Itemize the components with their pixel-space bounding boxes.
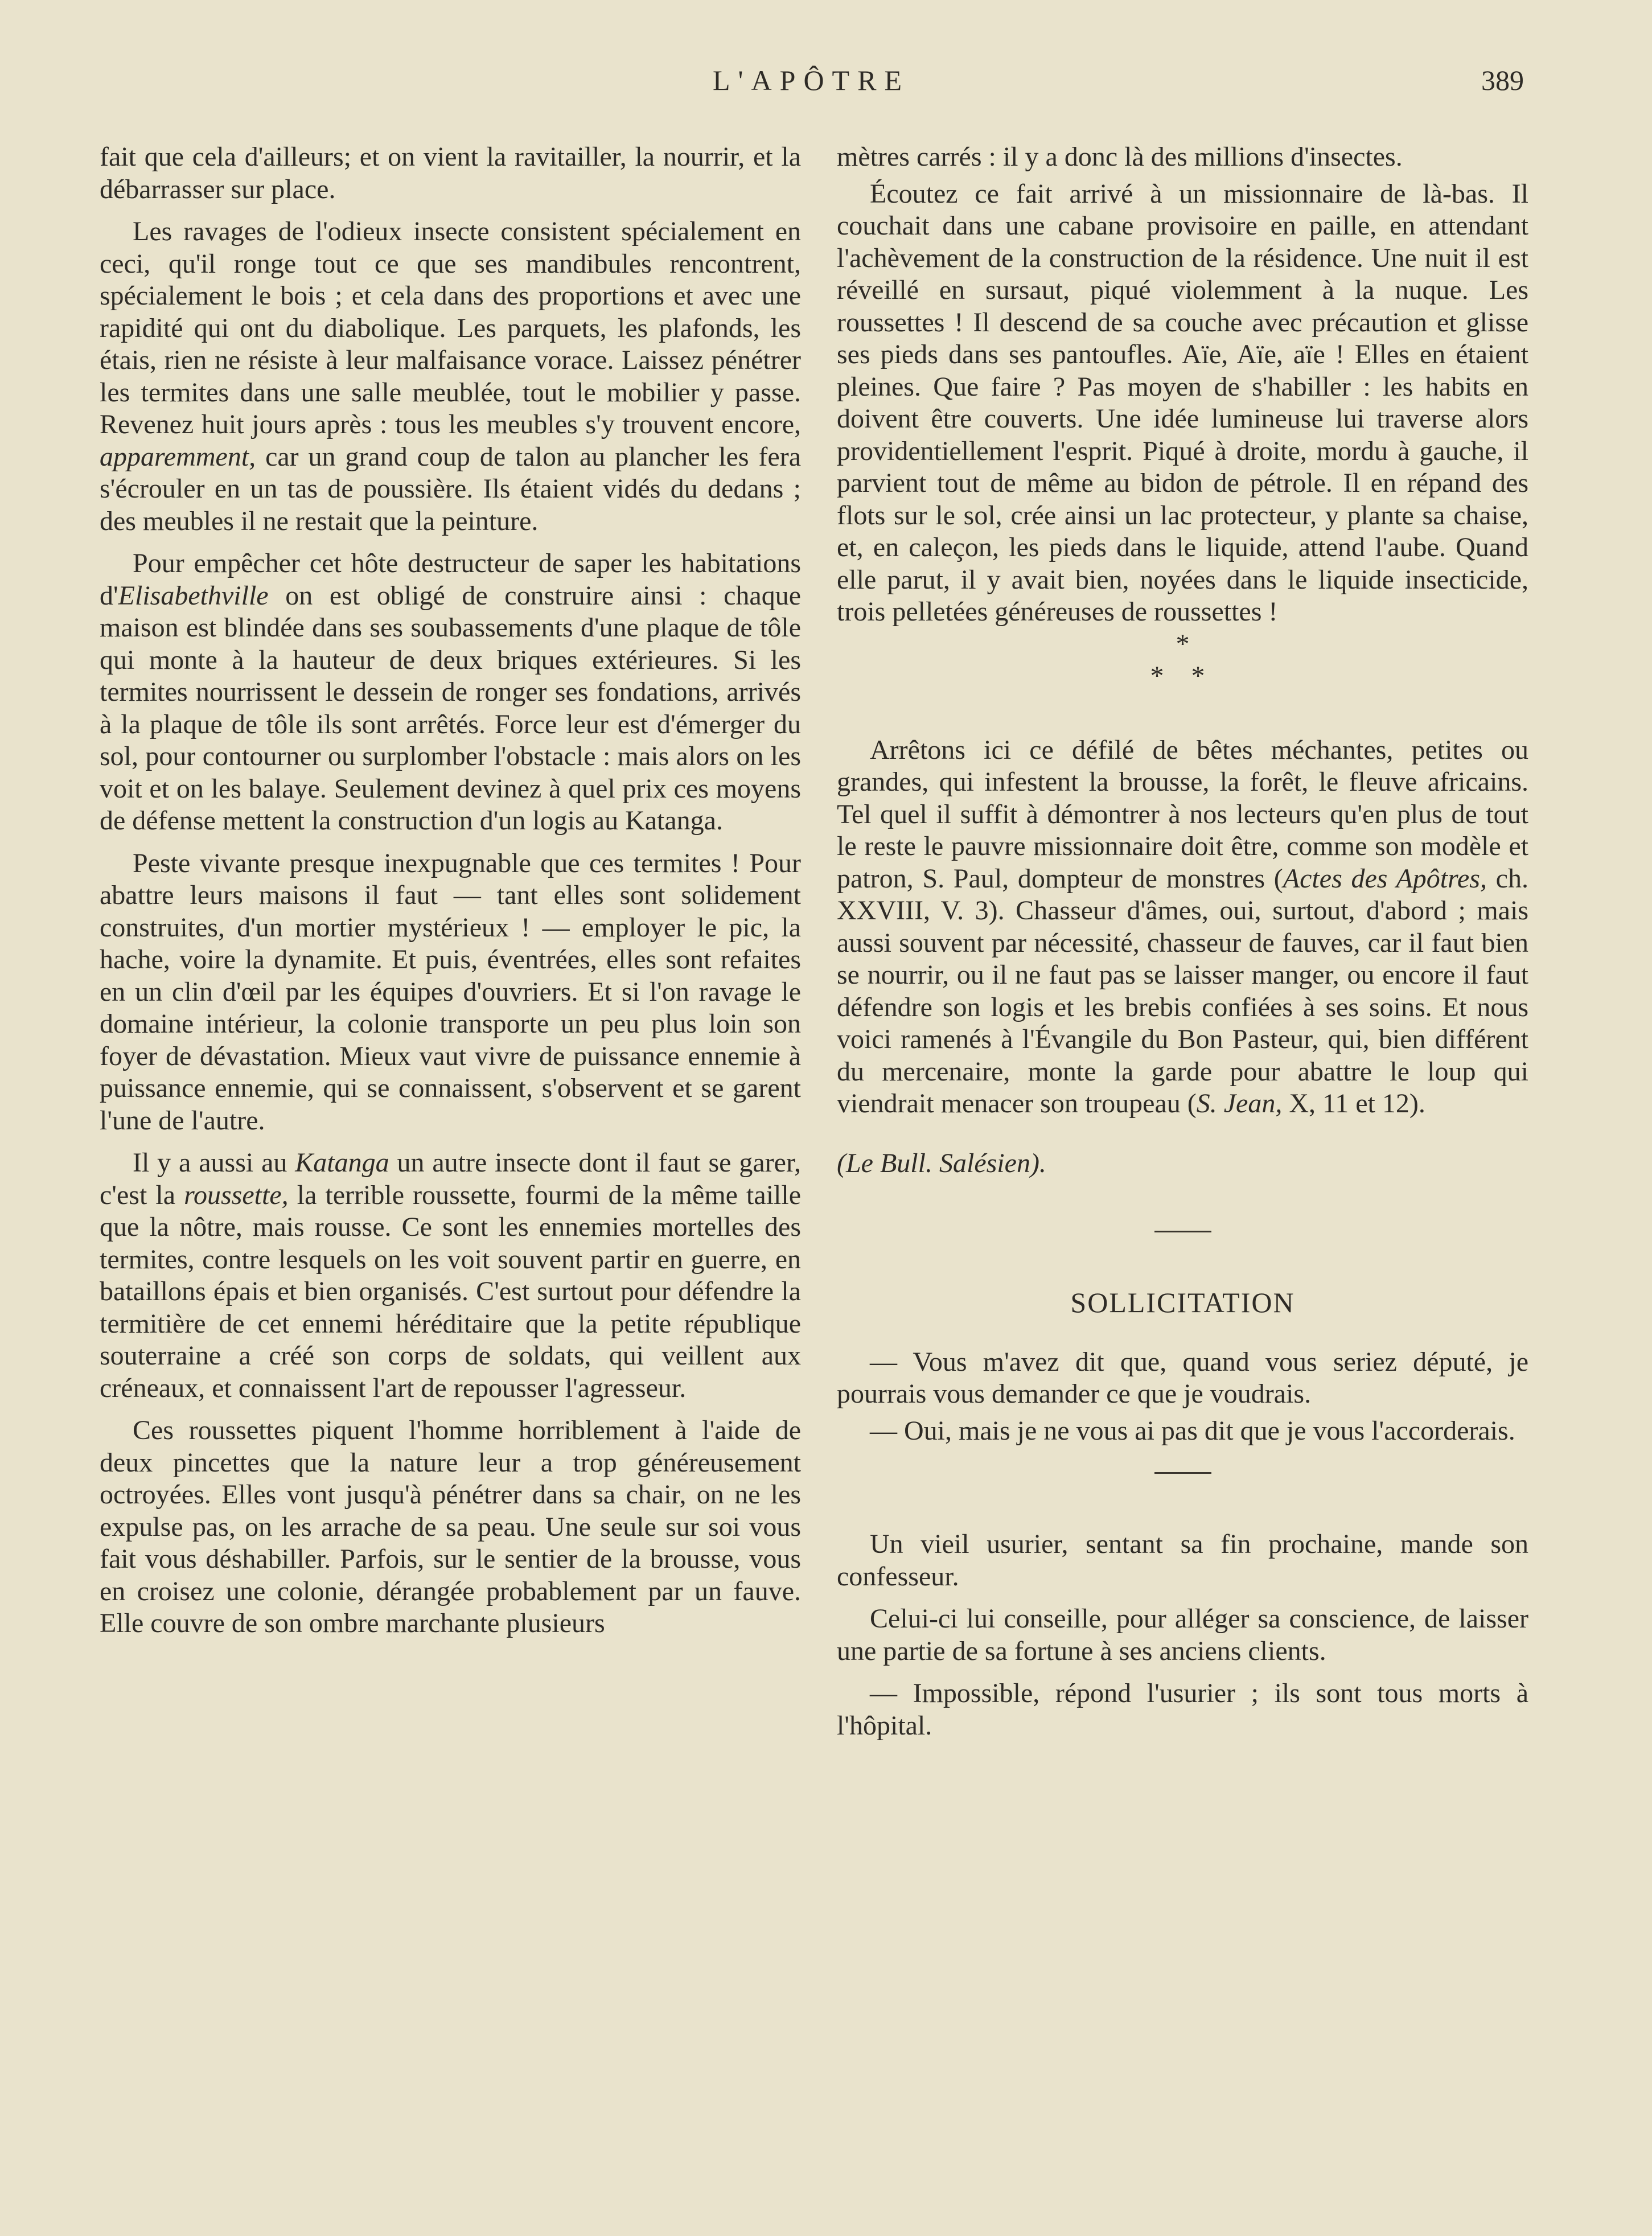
paragraph: Écoutez ce fait arrivé à un missionnaire de là-bas. Il couchait dans une cabane provisoire en paille, en attendant l'achèvement de la construction de la résidence. Une nuit il est réveillé en sursaut, piqué violemment à la nuque. Les roussettes ! Il descend de sa couche avec précaution et glisse ses pieds dans ses pantoufles. Aïe, Aïe, aïe ! Elles en étaient pleines. Que faire ? Pas moyen de s'habiller : les habits en doivent être couverts. Une idée lumineuse lui traverse alors providentiellement l'esprit. Piqué à droite, mordu à gauche, il parvient tout de même au bidon de pétrole. Il en répand des flots sur le sol, crée ainsi un lac protecteur, y plante sa chaise, et, en caleçon, les pieds dans le liquide, attend l'aube. Quand elle parut, il y avait bien, noyées dans le liquide insecticide, trois pelletées généreuses de roussettes ! (837, 178, 1528, 627)
running-title: L'APÔTRE (712, 64, 910, 96)
italic-text: Elisabethville (118, 580, 269, 611)
paragraph-text: X, 11 et 12). (1282, 1088, 1425, 1119)
italic-text: roussette, (184, 1179, 289, 1210)
running-header (0, 64, 1652, 104)
paragraph-text: Pour empêcher cet hôte destructeur de saper les habitations d' (100, 548, 801, 611)
paragraph: mètres carrés : il y a donc là des millions d'insectes. (837, 142, 1403, 172)
section-heading: SOLLICITATION (1070, 1286, 1295, 1318)
right-column (837, 141, 1528, 1742)
section-divider-star: * (1176, 628, 1190, 659)
italic-text: S. Jean, (1196, 1088, 1283, 1119)
page-number: 389 (1481, 64, 1524, 96)
divider-rule (1154, 1472, 1211, 1474)
paragraph (100, 216, 801, 537)
paragraph: — Impossible, répond l'usurier ; ils sont tous morts à l'hôpital. (837, 1678, 1528, 1741)
paragraph (100, 548, 801, 837)
paragraph-text: ch. XXVIII, V. 3). Chasseur d'âmes, oui, surtout, d'abord ; mais aussi souvent par nécessité, chasseur de fauves, car il faut bien se nourrir, ou il ne faut pas se laisser manger, ou encore il faut défendre son logis et les brebis confiées à ses soins. Et nous voici ramenés à l'Évangile du Bon Pasteur, qui, bien différent du mercenaire, monte la garde pour abattre le loup qui viendrait menacer son troupeau ( (837, 863, 1528, 1119)
paragraph: Ces roussettes piquent l'homme horriblement à l'aide de deux pincettes que la nature leur a trop généreusement octroyées. Elles vont jusqu'à pénétrer dans sa chair, on ne les expulse pas, on les arrache de sa peau. Une seule sur soi vous fait vous déshabiller. Parfois, sur le sentier de la brousse, vous en croisez une colonie, dérangée probablement par un fauve. Elle couvre de son ombre marchante plusieurs (100, 1415, 801, 1638)
section-divider-stars: * * (1150, 660, 1215, 691)
paragraph-text: Arrêtons ici ce défilé de bêtes méchantes, petites ou grandes, qui infestent la brousse, la forêt, le fleuve africains. Tel quel il suffit à démontrer à nos lecteurs qu'en plus de tout le reste le pauvre missionnaire doit être, comme son modèle et patron, S. Paul, dompteur de monstres ( (837, 734, 1528, 894)
italic-text: (Le Bull. Salésien). (837, 1148, 1046, 1178)
paragraph-text: on est obligé de construire ainsi : chaque maison est blindée dans ses soubassements d'une plaque de tôle qui monte à la hauteur de deux briques extérieures. Si les termites nourrissent le dessein de ronger ses fondations, arrivés à la plaque de tôle ils sont arrêtés. Force leur est d'émerger du sol, pour contourner ou surplomber l'obstacle : mais alors on les voit et on les balaye. Seulement devinez à quel prix ces moyens de défense mettent la construction d'un logis au Katanga. (100, 580, 801, 836)
paragraph: fait que cela d'ailleurs; et on vient la ravitailler, la nourrir, et la débarrasser sur place. (100, 142, 801, 204)
paragraph-text: Il y a aussi au (133, 1148, 295, 1178)
paragraph-text: car un grand coup de talon au plancher les fera s'écrouler en un tas de poussière. Ils étaient vidés du dedans ; des meubles il ne restait que la peinture. (100, 441, 801, 536)
paragraph-text: Les ravages de l'odieux insecte consistent spécialement en ceci, qu'il ronge tout ce que ses mandibules rencontrent, spécialement le bois ; et cela dans des proportions et avec une rapidité qui ont du diabolique. Les parquets, les plafonds, les étais, rien ne résiste à leur malfaisance vorace. Laissez pénétrer les termites dans une salle meublée, tout le mobilier y passe. Revenez huit jours après : tous les meubles s'y trouvent encore, (100, 216, 801, 439)
paragraph-text: la terrible roussette, fourmi de la même taille que la nôtre, mais rousse. Ce sont les ennemies mortelles des termites, contre lesquels on les voit souvent partir en guerre, en bataillons épais et bien organisés. C'est surtout pour défendre la termitière de cet ennemi héréditaire que la petite république souterraine a créé son corps de soldats, qui veillent aux créneaux, et connaissent l'art de repousser l'agresseur. (100, 1179, 801, 1403)
paragraph (837, 734, 1528, 1120)
source-credit (837, 1148, 1528, 1180)
divider-rule (1154, 1231, 1211, 1232)
paragraph: Peste vivante presque inexpugnable que ces termites ! Pour abattre leurs maisons il faut — tant elles sont solidement construites, d'un mortier mystérieux ! — employer le pic, la hache, voire la dynamite. Et puis, éventrées, elles sont refaites en un clin d'œil par les équipes d'ouvriers. Et si l'on ravage le domaine intérieur, la colonie transporte un peu plus loin son foyer de dévastation. Mieux vaut vivre de puissance ennemie à puissance ennemie, qui se connaissent, s'observent et se garent l'une de l'autre. (100, 848, 801, 1136)
paragraph: — Vous m'avez dit que, quand vous seriez député, je pourrais vous demander ce que je voudrais. (837, 1346, 1528, 1409)
left-column (100, 141, 801, 1640)
paragraph-text: un autre insecte dont il faut se garer, c'est la (100, 1148, 802, 1210)
italic-text: Katanga (295, 1148, 389, 1178)
italic-text: Actes des Apôtres, (1283, 863, 1487, 894)
paragraph: — Oui, mais je ne vous ai pas dit que je vous l'accorderais. (870, 1415, 1515, 1446)
paragraph: Celui-ci lui conseille, pour alléger sa conscience, de laisser une partie de sa fortune à ses anciens clients. (837, 1604, 1528, 1666)
italic-text: apparemment, (100, 441, 256, 472)
paragraph (100, 1147, 801, 1404)
paragraph: Un vieil usurier, sentant sa fin prochaine, mande son confesseur. (837, 1529, 1528, 1592)
